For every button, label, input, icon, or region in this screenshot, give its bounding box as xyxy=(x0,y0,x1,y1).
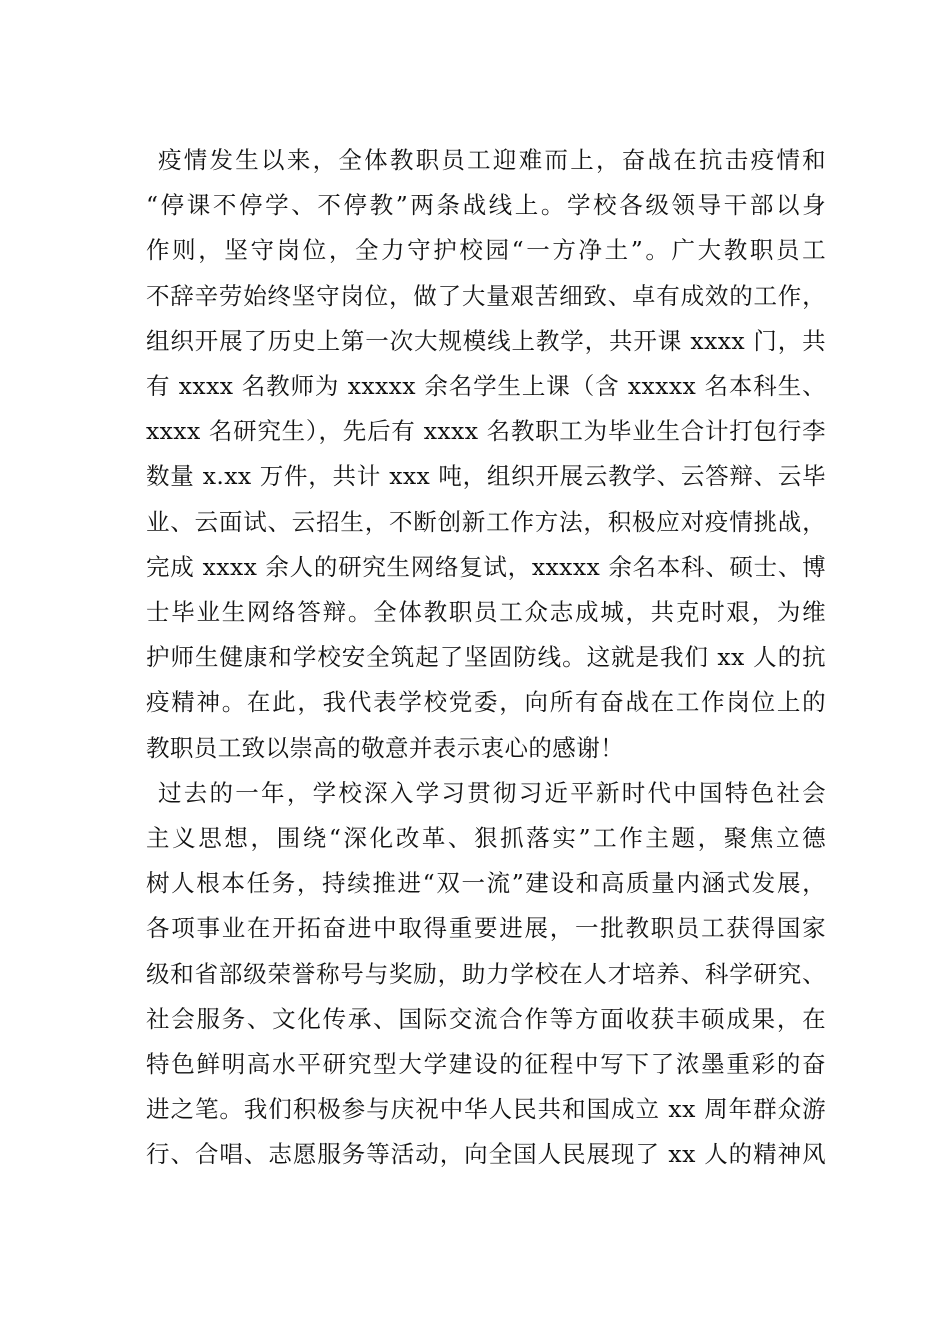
paragraph-line: 作则，坚守岗位，全力守护校园“一方净土”。广大教职员工 xyxy=(146,236,826,265)
paragraph-line: 业、云面试、云招生，不断创新工作方法，积极应对疫情挑战， xyxy=(146,507,826,536)
paragraph-line: 完成 xxxx 余人的研究生网络复试，xxxxx 余名本科、硕士、博 xyxy=(146,552,826,581)
paragraph-line: 进之笔。我们积极参与庆祝中华人民共和国成立 xx 周年群众游 xyxy=(146,1095,826,1124)
paragraph-line: “停课不停学、不停教”两条战线上。学校各级领导干部以身 xyxy=(146,191,826,220)
paragraph-line: 数量 x.xx 万件，共计 xxx 吨，组织开展云教学、云答辩、云毕 xyxy=(146,462,826,491)
paragraph-line: 社会服务、文化传承、国际交流合作等方面收获丰硕成果，在 xyxy=(146,1004,826,1033)
paragraph-line: 主义思想，围绕“深化改革、狠抓落实”工作主题，聚焦立德 xyxy=(146,824,826,853)
paragraph-line: 疫精神。在此，我代表学校党委，向所有奋战在工作岗位上的 xyxy=(146,688,826,717)
paragraph-line: 级和省部级荣誉称号与奖励，助力学校在人才培养、科学研究、 xyxy=(146,959,826,988)
paragraph-line: 护师生健康和学校安全筑起了坚固防线。这就是我们 xx 人的抗 xyxy=(146,643,826,672)
paragraph-line: 过去的一年，学校深入学习贯彻习近平新时代中国特色社会 xyxy=(158,778,826,807)
paragraph-line: 有 xxxx 名教师为 xxxxx 余名学生上课（含 xxxxx 名本科生、 xyxy=(146,372,826,401)
document-body xyxy=(146,138,826,1178)
paragraph-line: 教职员工致以崇高的敬意并表示衷心的感谢！ xyxy=(146,733,624,762)
paragraph-line: 行、合唱、志愿服务等活动，向全国人民展现了 xx 人的精神风 xyxy=(146,1140,826,1169)
paragraph-line: 树人根本任务，持续推进“双一流”建设和高质量内涵式发展， xyxy=(146,869,826,898)
paragraph-line: 不辞辛劳始终坚守岗位，做了大量艰苦细致、卓有成效的工作， xyxy=(146,281,826,310)
paragraph-line: 士毕业生网络答辩。全体教职员工众志成城，共克时艰，为维 xyxy=(146,598,826,627)
paragraph-line: xxxx 名研究生），先后有 xxxx 名教职工为毕业生合计打包行李 xyxy=(146,417,826,446)
paragraph-line: 特色鲜明高水平研究型大学建设的征程中写下了浓墨重彩的奋 xyxy=(146,1050,826,1079)
paragraph-line: 组织开展了历史上第一次大规模线上教学，共开课 xxxx 门，共 xyxy=(146,326,826,355)
paragraph-line: 疫情发生以来，全体教职员工迎难而上，奋战在抗击疫情和 xyxy=(158,146,826,174)
paragraph-line: 各项事业在开拓奋进中取得重要进展，一批教职员工获得国家 xyxy=(146,914,826,943)
